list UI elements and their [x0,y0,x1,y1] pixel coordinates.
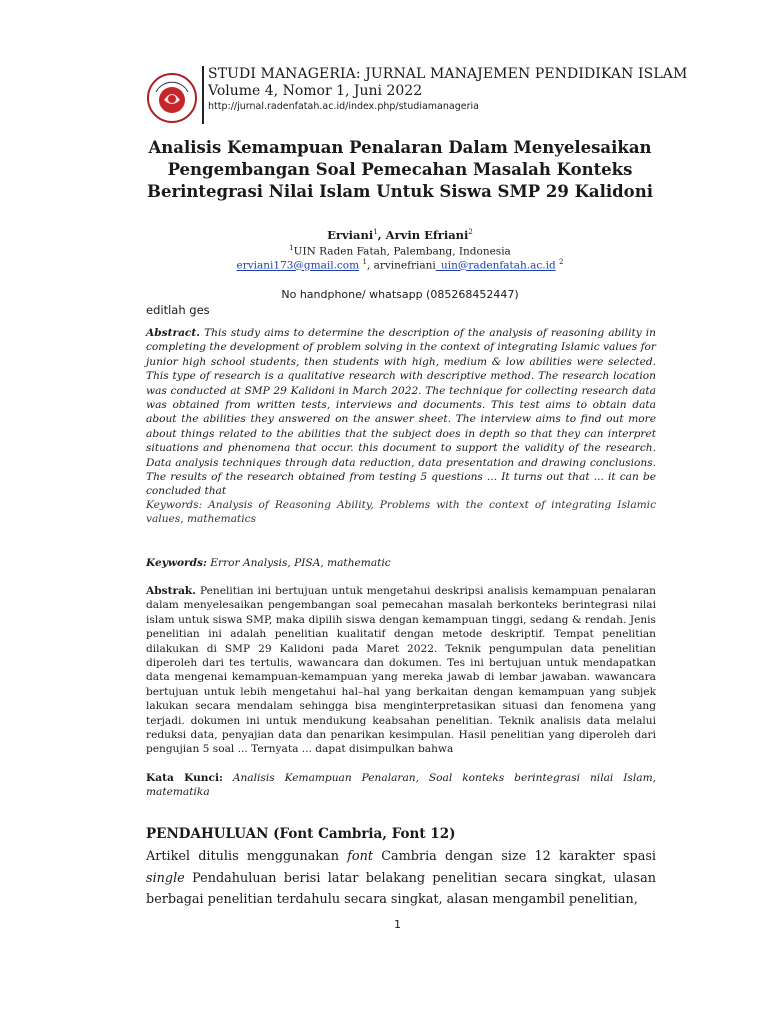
keywords-english: Keywords: Analysis of Reasoning Ability, Problems with the context of integrating Islamic values, mathematics [146,499,656,526]
journal-logo [146,72,198,124]
author-sup: 1 [373,228,378,237]
author-sup: 2 [468,228,473,237]
header-divider [202,66,204,124]
title-line: Analisis Kemampuan Penalaran Dalam Menyelesaikan [148,138,652,157]
abstract-indonesian [146,584,656,757]
keywords-text: Error Analysis, PISA, mathematic [206,557,391,569]
kata-kunci [146,771,656,800]
abstract-text: This study aims to determine the description of the analysis of reasoning ability in completing the development of problem solving in the context of integrating Islamic values for junior high school students, then students with high, medium & low abilities were selected. This type of research is a qualitative research with descriptive method. The research location was conducted at SMP 29 Kalidoni in March 2022. The technique for collecting research data was obtained from written tests, interviews and documents. This test aims to obtain data about the abilities they answered on the answer sheet. The interview aims to find out more about things related to the abilities that the subject does in depth so that they can interpret situations and phenomena that occur. this document to support the validity of the research. Data analysis techniques through data reduction, data presentation and drawing conclusions. The results of the research obtained from testing 5 questions ... It turns out that ... it can be concluded that [146,327,656,498]
abstrak-label: Abstrak. [146,585,196,597]
affiliation [120,244,680,258]
kata-kunci-text: Analisis Kemampuan Penalaran, Soal konteks berintegrasi nilai Islam, matematika [146,772,656,799]
author-emails [120,258,680,272]
journal-volume: Volume 4, Nomor 1, Juni 2022 [208,83,423,99]
intro-paragraph [146,846,656,911]
paper-title [120,137,680,203]
email-sup: 1 [362,258,367,266]
affiliation-text: UIN Raden Fatah, Palembang, Indonesia [293,245,511,258]
affiliation-sup: 1 [289,244,294,252]
journal-url[interactable]: http://jurnal.radenfatah.ac.id/index.php/studiamanageria [208,101,479,112]
editor-note: editlah ges [146,303,210,317]
section-heading: PENDAHULUAN (Font Cambria, Font 12) [146,826,456,842]
kata-kunci-label: Kata Kunci: [146,772,223,784]
keywords-label: Keywords: [146,557,207,569]
keywords-template [146,556,656,570]
journal-logo-emblem [146,72,198,124]
author-name: Arvin Efriani [385,228,469,242]
intro-text-italic: single [146,870,185,886]
author-name: Erviani [327,228,374,242]
intro-text: Artikel ditulis menggunakan [146,849,348,864]
page-number: 1 [394,918,401,931]
title-line: Berintegrasi Nilai Islam Untuk Siswa SMP 29 Kalidoni [147,182,653,201]
contact-phone: No handphone/ whatsapp (085268452447) [281,288,519,301]
author-separator: , [377,228,386,242]
intro-text-italic: font [347,849,373,864]
journal-name: STUDI MANAGERIA: JURNAL MANAJEMEN PENDIDIKAN ISLAM [208,66,688,82]
abstract-english [146,326,656,499]
email-link[interactable]: _uin@radenfatah.ac.id [435,259,556,272]
abstract-label: Abstract. [146,327,200,339]
intro-text: Cambria dengan size 12 karakter spasi [373,849,656,864]
abstrak-text: Penelitian ini bertujuan untuk mengetahui deskripsi analisis kemampuan penalaran dalam menyelesaikan pengembangan soal pemecahan masalah berkonteks berintegrasi nilai islam untuk siswa SMP, maka dipilih siswa dengan kemampuan tinggi, sedang & rendah. Jenis penelitian ini adalah penelitian kualitatif dengan metode deskriptif. Tempat penelitian dilakukan di SMP 29 Kalidoni pada Maret 2022. Teknik pengumpulan data penelitian diperoleh dari tes tertulis, wawancara dan dokumen. Tes ini bertujuan untuk mendapatkan data mengenai kemampuan-kemampuan yang mereka jawab di lembar jawaban. wawancara bertujuan untuk lebih mengetahui hal–hal yang berkaitan dengan kemampuan yang subjek lakukan secara mendalam sehingga bisa menginterpretasikan situasi dan fenomena yang terjadi. dokumen ini untuk mendukung keabsahan penelitian. Teknik analisis data melalui reduksi data, penyajian data dan penarikan kesimpulan. Hasil penelitian yang diperoleh dari pengujian 5 soal ... Ternyata ... dapat disimpulkan bahwa [146,585,656,756]
email-text: , arvinefriani [366,259,436,272]
email-sup: 2 [559,258,564,266]
email-link[interactable]: erviani173@gmail.com [236,259,360,272]
title-line: Pengembangan Soal Pemecahan Masalah Konteks [167,160,633,179]
author-list [120,228,680,242]
intro-text: Pendahuluan berisi latar belakang penelitian secara singkat, ulasan berbagai penelitian terdahulu secara singkat, alasan mengambil penelitian, [146,870,656,907]
